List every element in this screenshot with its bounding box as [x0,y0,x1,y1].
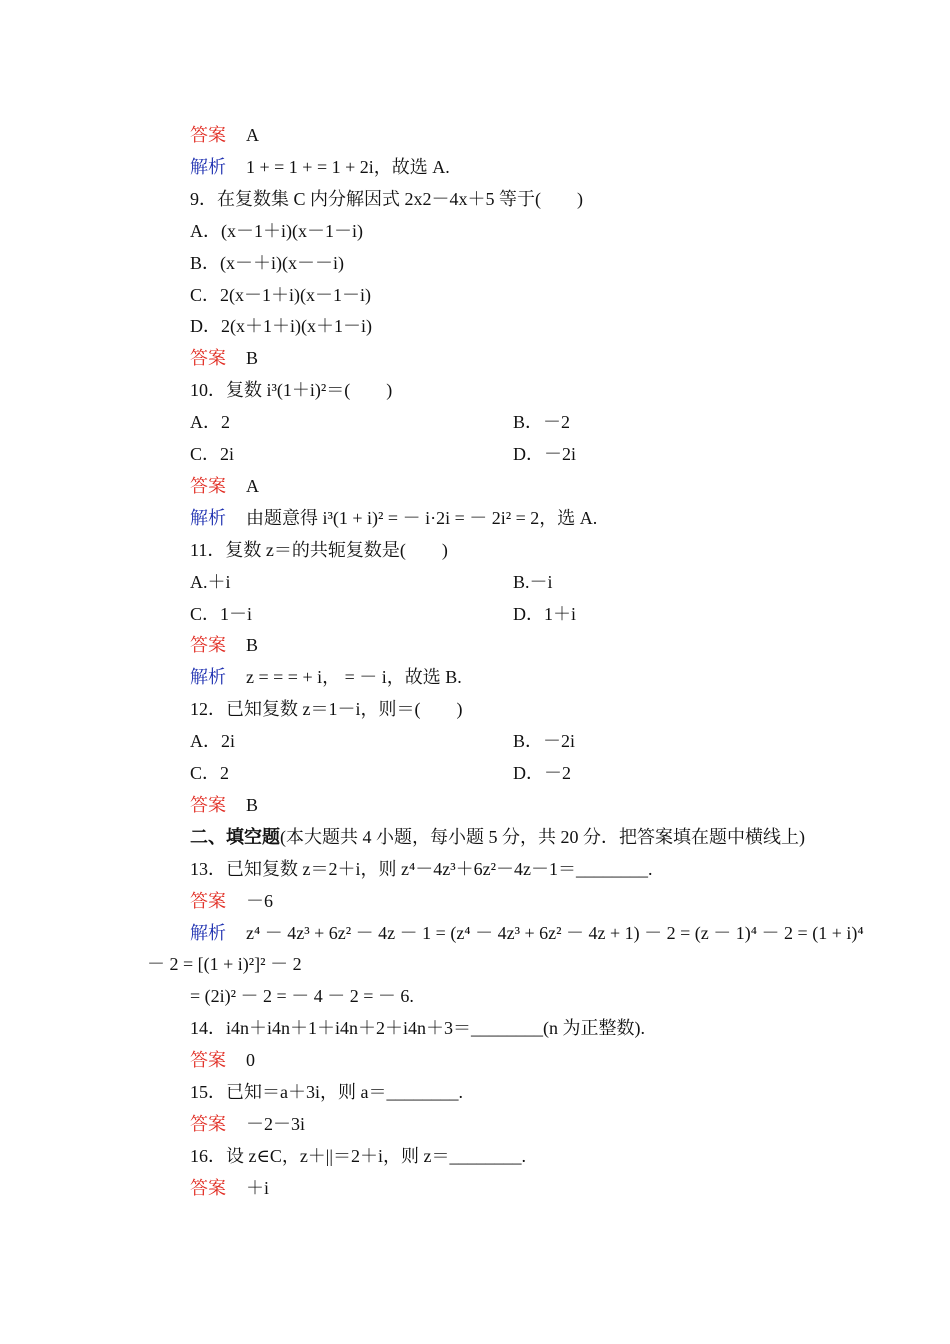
answer-value: A [246,125,259,145]
answer-value: 0 [246,1050,255,1071]
question-text: 9．在复数集 C 内分解因式 2x2－4x＋5 等于( ) [190,188,583,209]
option-line [190,314,372,338]
answer-line [190,889,273,913]
explanation-label: 解析 [190,156,226,177]
answer-label: 答案 [190,1113,226,1134]
explanation-label: 解析 [190,667,226,688]
section-title: 二、填空题 [190,826,280,847]
option-text: B．(x－＋i)(x－－i) [190,252,344,273]
answer-label: 答案 [190,348,226,369]
answer-value: B [246,348,259,369]
answer-label: 答案 [190,475,226,496]
explanation-label: 解析 [190,507,226,528]
question-text: 13．已知复数 z＝2＋i，则 z⁴－4z³＋6z²－4z－1＝________. [190,858,653,879]
question-line [190,378,392,402]
answer-line [190,1112,305,1136]
answer-line [190,346,258,370]
question-text: 12．已知复数 z＝1－i，则＝( ) [190,699,463,720]
explanation-text: z = = = + i， = － i，故选 B. [246,667,462,688]
option-right: B．－2i [513,731,576,752]
option-pair-line [190,729,790,753]
question-text: 16．设 z∈C，z＋||＝2＋i，则 z＝________. [190,1145,527,1166]
answer-value: A [246,475,259,496]
answer-label: 答案 [190,1177,226,1198]
continuation-line [147,952,302,976]
answer-line [190,1176,269,1200]
option-left: C．2i [190,444,235,464]
option-pair-line [190,442,790,466]
explanation-line [190,155,450,179]
answer-value: B [246,635,259,656]
question-line [190,857,653,881]
option-line [190,283,371,307]
option-line [190,251,344,275]
answer-value: －2－3i [246,1113,306,1134]
answer-label: 答案 [190,794,226,815]
answer-value: ＋i [246,1177,270,1198]
continuation-text: = (2i)² － 2 = － 4 － 2 = － 6. [190,986,414,1007]
option-text: D．2(x＋1＋i)(x＋1－i) [190,316,372,337]
answer-line [190,123,259,147]
option-right: D．－2 [513,763,571,783]
continuation-text: － 2 = [(1 + i)²]² － 2 [147,954,302,975]
option-right: D．1＋i [513,603,576,624]
question-line [190,187,583,211]
option-text: C．2(x－1＋i)(x－1－i) [190,284,371,305]
section-heading [190,825,805,849]
question-line [190,538,448,562]
option-text: A．(x－1＋i)(x－1－i) [190,220,363,241]
explanation-text: 1 + = 1 + = 1 + 2i，故选 A. [246,156,450,177]
option-right: D．－2i [513,444,576,464]
option-left: C．1－i [190,603,253,624]
answer-line [190,793,258,817]
explanation-line [190,506,597,530]
option-left: A.＋i [190,571,231,592]
option-pair-line [190,761,790,785]
question-text: 15．已知＝a＋3i，则 a＝________. [190,1082,463,1102]
option-right: B.－i [513,571,553,592]
option-right: B．－2 [513,412,571,433]
option-pair-line [190,570,790,594]
answer-label: 答案 [190,635,226,656]
option-left: A．2i [190,731,235,752]
option-pair-line [190,602,790,626]
answer-label: 答案 [190,890,226,911]
explanation-text: z⁴ － 4z³ + 6z² － 4z － 1 = (z⁴ － 4z³ + 6z² － 4z + 1) － 2 = (z － 1)⁴ － 2 = (1 + i)⁴ [246,922,864,943]
question-line [190,1080,463,1104]
answer-line [190,1048,255,1072]
question-text: 11．复数 z＝的共轭复数是( ) [190,539,448,560]
answer-value: B [246,794,259,815]
answer-line [190,474,259,498]
question-line [190,1016,645,1040]
answer-value: －6 [246,890,273,911]
option-left: A．2 [190,412,230,433]
question-text: 10．复数 i³(1＋i)²＝( ) [190,380,393,401]
continuation-line [190,984,414,1008]
question-line [190,1144,526,1168]
question-text: 14．i4n＋i4n＋1＋i4n＋2＋i4n＋3＝________(n 为正整数). [190,1018,645,1039]
explanation-line [190,921,864,945]
option-pair-line [190,410,790,434]
answer-label: 答案 [190,1050,226,1071]
answer-label: 答案 [190,125,226,145]
explanation-text: 由题意得 i³(1 + i)² = － i·2i = － 2i² = 2，选 A. [246,507,598,528]
option-left: C．2 [190,763,230,783]
question-line [190,697,462,721]
option-line [190,219,363,243]
answer-line [190,633,258,657]
section-note: (本大题共 4 小题，每小题 5 分，共 20 分．把答案填在题中横线上) [280,826,805,847]
explanation-label: 解析 [190,922,226,943]
explanation-line [190,665,462,689]
